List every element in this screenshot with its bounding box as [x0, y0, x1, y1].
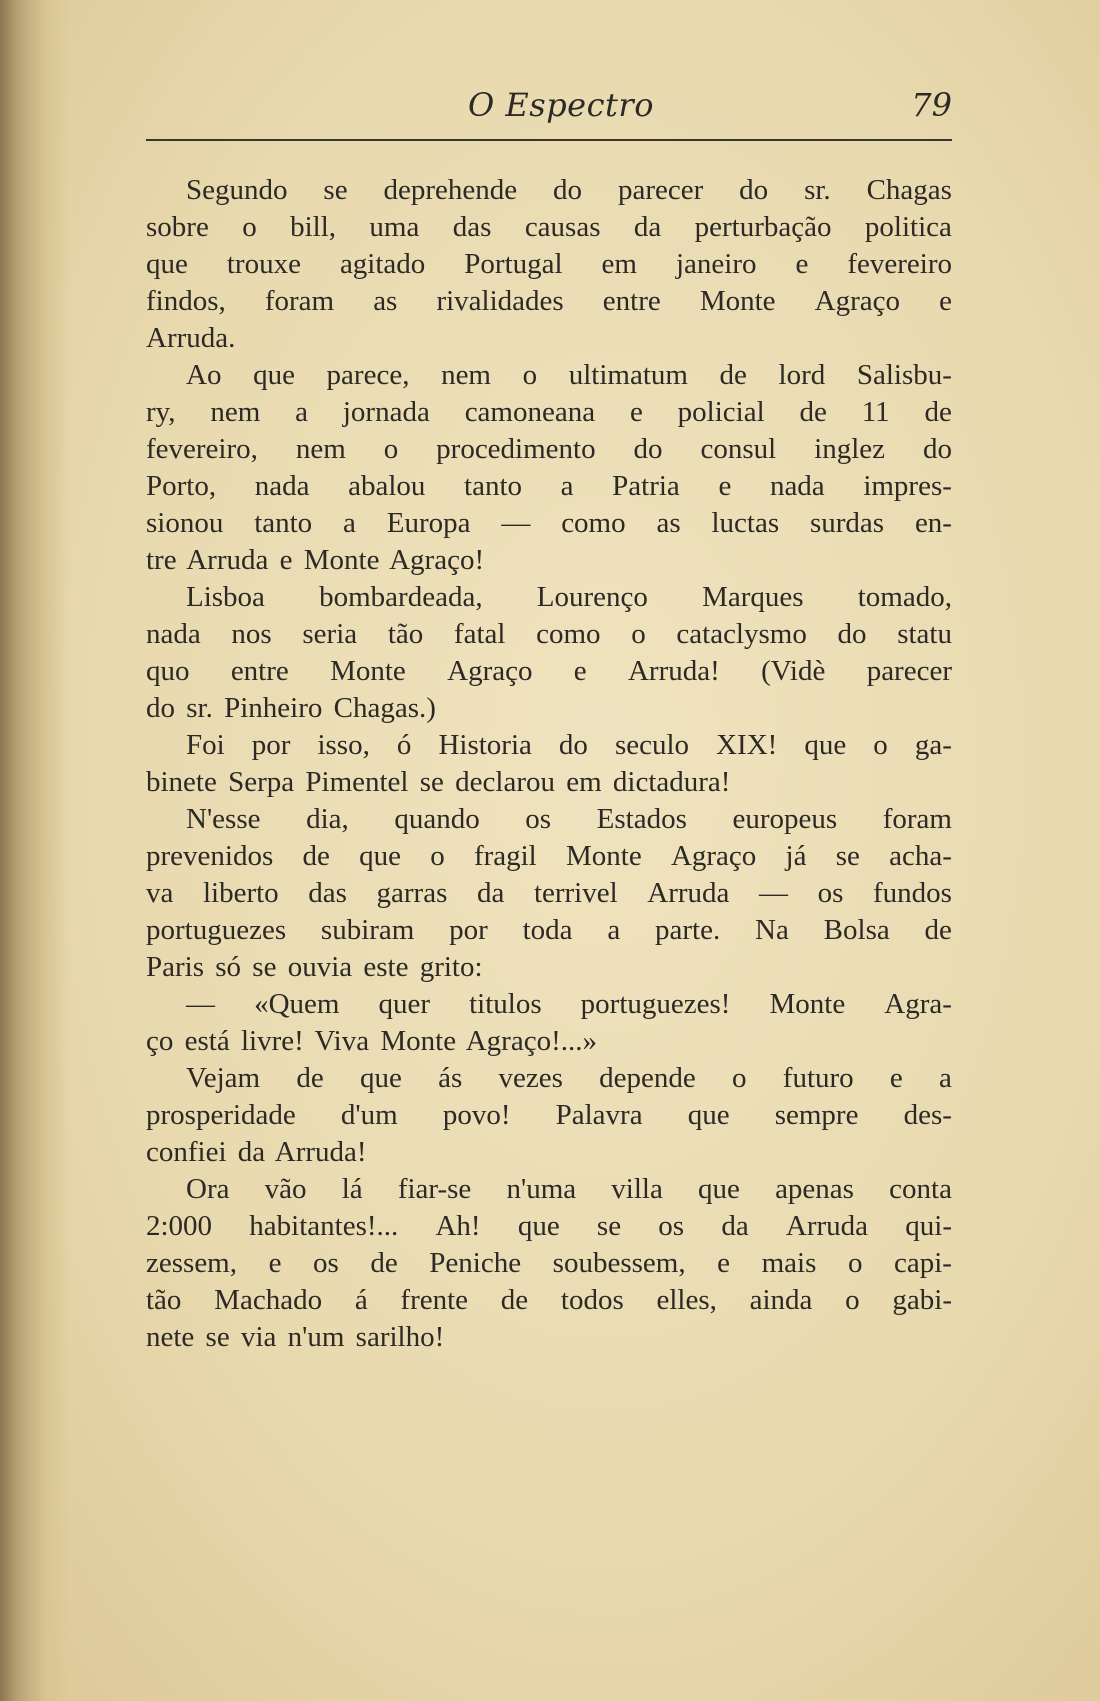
text-line: Foi por isso, ó Historia do seculo XIX! que o ga-: [186, 729, 952, 761]
text-line: Porto, nada abalou tanto a Patria e nada impres-: [146, 470, 952, 502]
text-line: sionou tanto a Europa — como as luctas surdas en-: [146, 507, 952, 539]
text-line: nete se via n'um sarilho!: [146, 1321, 445, 1353]
text-line: Ora vão lá fiar-se n'uma villa que apenas conta: [186, 1173, 952, 1205]
text-line: Vejam de que ás vezes depende o futuro e a: [186, 1062, 952, 1094]
text-line: prevenidos de que o fragil Monte Agraço já se acha-: [146, 840, 952, 872]
text-line: tão Machado á frente de todos elles, ainda o gabi-: [146, 1284, 952, 1316]
text-line: Paris só se ouvia este grito:: [146, 951, 483, 983]
text-line: zessem, e os de Peniche soubessem, e mais o capi-: [146, 1247, 952, 1279]
text-line: Segundo se deprehende do parecer do sr. Chagas: [186, 174, 952, 206]
text-line: Ao que parece, nem o ultimatum de lord Salisbu-: [186, 359, 952, 391]
header-rule: [146, 139, 952, 141]
text-line: ry, nem a jornada camoneana e policial de 11 de: [146, 396, 952, 428]
text-line: binete Serpa Pimentel se declarou em dictadura!: [146, 766, 731, 798]
text-line: confiei da Arruda!: [146, 1136, 367, 1168]
text-line: Arruda.: [146, 322, 236, 354]
page-number: 79: [911, 86, 952, 124]
text-line: que trouxe agitado Portugal em janeiro e fevereiro: [146, 248, 952, 280]
text-line: findos, foram as rivalidades entre Monte Agraço e: [146, 285, 952, 317]
text-line: prosperidade d'um povo! Palavra que sempre des-: [146, 1099, 952, 1131]
text-line: do sr. Pinheiro Chagas.): [146, 692, 436, 724]
text-line: quo entre Monte Agraço e Arruda! (Vidè parecer: [146, 655, 952, 687]
page-binding-shadow: [0, 0, 70, 1701]
text-line: ço está livre! Viva Monte Agraço!...»: [146, 1025, 597, 1057]
running-title: O Espectro: [468, 86, 654, 124]
text-line: fevereiro, nem o procedimento do consul inglez do: [146, 433, 952, 465]
page-header: [146, 82, 952, 126]
text-line: va liberto das garras da terrivel Arruda — os fundos: [146, 877, 952, 909]
text-line: nada nos seria tão fatal como o cataclysmo do statu: [146, 618, 952, 650]
text-line: — «Quem quer titulos portuguezes! Monte Agra-: [186, 988, 952, 1020]
text-line: sobre o bill, uma das causas da perturbação politica: [146, 211, 952, 243]
text-line: tre Arruda e Monte Agraço!: [146, 544, 485, 576]
text-line: portuguezes subiram por toda a parte. Na Bolsa de: [146, 914, 952, 946]
text-line: 2:000 habitantes!... Ah! que se os da Arruda qui-: [146, 1210, 952, 1242]
text-line: N'esse dia, quando os Estados europeus foram: [186, 803, 952, 835]
body-text: [146, 172, 952, 1356]
text-line: Lisboa bombardeada, Lourenço Marques tomado,: [186, 581, 952, 613]
